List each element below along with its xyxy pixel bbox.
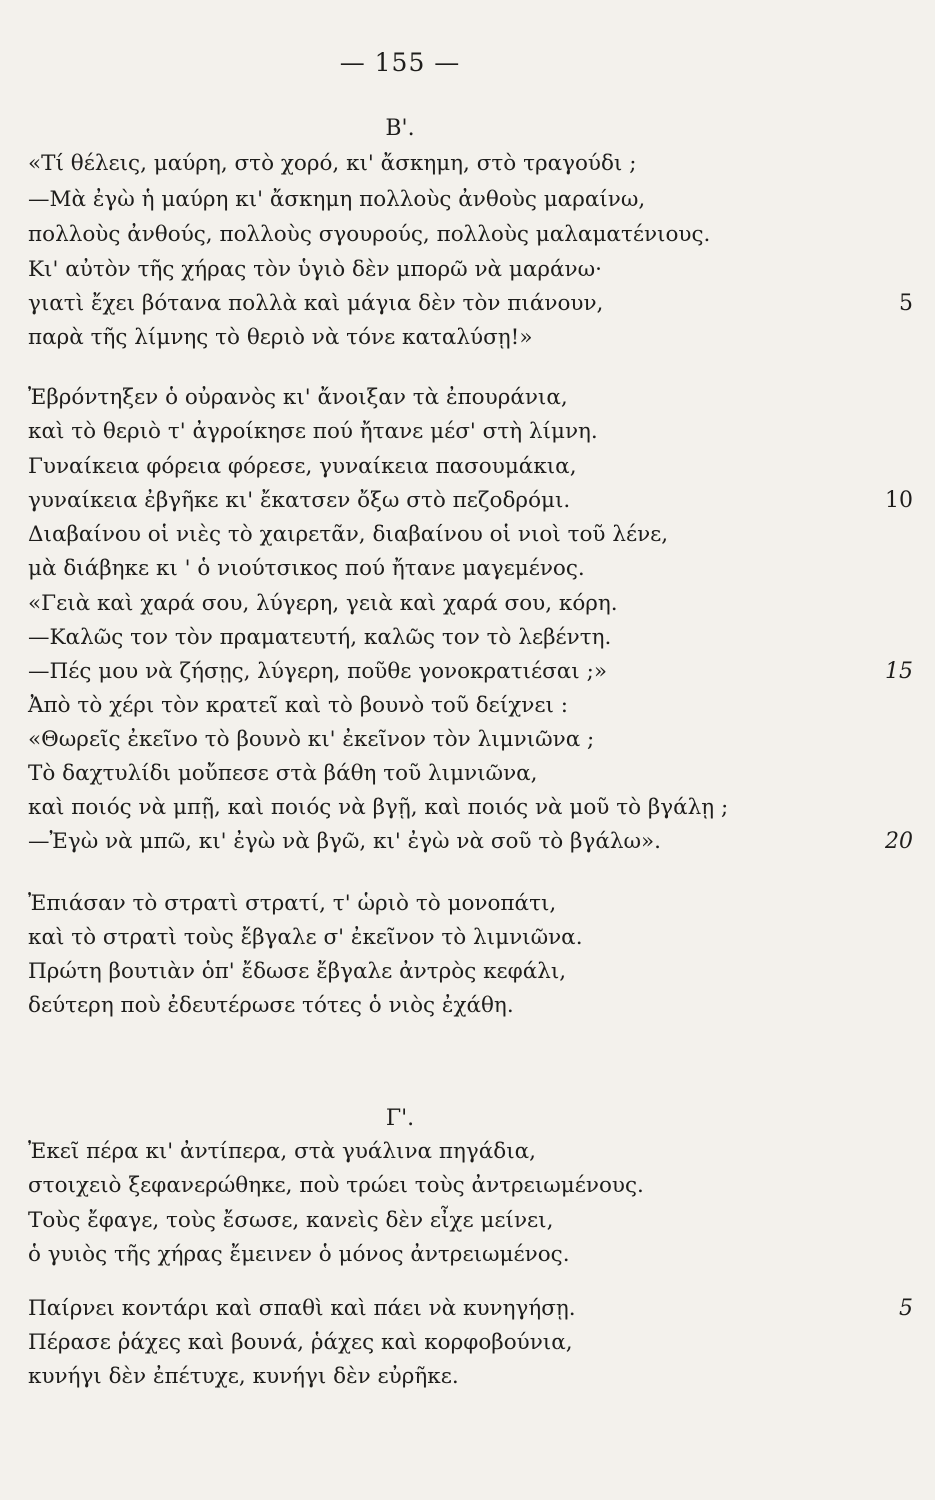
line-number: 20: [885, 829, 913, 854]
line-number: 10: [885, 488, 913, 513]
poem-line: δεύτερη ποὺ ἐδευτέρωσε τότες ὁ νιὸς ἐχάθη.: [28, 993, 514, 1018]
poem-line: ὁ γυιὸς τῆς χήρας ἔμεινεν ὁ μόνος ἀντρειωμένος.: [28, 1242, 570, 1267]
poem-line: Παίρνει κοντάρι καὶ σπαθὶ καὶ πάει νὰ κυνηγήσῃ.: [28, 1296, 576, 1321]
poem-line: μὰ διάβηκε κι ' ὁ νιούτσικος πού ἤτανε μαγεμένος.: [28, 556, 585, 581]
poem-line: Διαβαίνου οἱ νιὲς τὸ χαιρετᾶν, διαβαίνου οἱ νιοὶ τοῦ λένε,: [28, 522, 669, 547]
poem-line: Τοὺς ἔφαγε, τοὺς ἔσωσε, κανεὶς δὲν εἶχε μείνει,: [28, 1208, 554, 1233]
poem-line: Ἐκεῖ πέρα κι' ἀντίπερα, στὰ γυάλινα πηγάδια,: [28, 1139, 537, 1164]
poem-line: πολλοὺς ἀνθούς, πολλοὺς σγουρούς, πολλοὺς μαλαματένιους.: [28, 222, 711, 247]
poem-line: Ἀπὸ τὸ χέρι τὸν κρατεῖ καὶ τὸ βουνὸ τοῦ δείχνει :: [28, 693, 568, 718]
poem-line: —Μὰ ἐγὼ ἡ μαύρη κι' ἄσκημη πολλοὺς ἀνθοὺς μαραίνω,: [28, 187, 646, 212]
poem-line: —Ἐγὼ νὰ μπῶ, κι' ἐγὼ νὰ βγῶ, κι' ἐγὼ νὰ σοῦ τὸ βγάλω».: [28, 829, 661, 854]
line-number: 15: [885, 659, 913, 684]
page-number-header: — 155 —: [339, 48, 461, 77]
poem-line: «Γειὰ καὶ χαρά σου, λύγερη, γειὰ καὶ χαρά σου, κόρη.: [28, 591, 618, 616]
poem-line: καὶ τὸ στρατὶ τοὺς ἔβγαλε σ' ἐκεῖνον τὸ λιμνιῶνα.: [28, 925, 583, 950]
poem-line: καὶ τὸ θεριὸ τ' ἀγροίκησε πού ἤτανε μέσ' στὴ λίμνη.: [28, 419, 598, 444]
poem-line: —Καλῶς τον τὸν πραματευτή, καλῶς τον τὸ λεβέντη.: [28, 625, 612, 650]
poem-line: Τὸ δαχτυλίδι μοὔπεσε στὰ βάθη τοῦ λιμνιῶνα,: [28, 761, 538, 786]
poem-line: Γυναίκεια φόρεια φόρεσε, γυναίκεια πασουμάκια,: [28, 454, 577, 479]
poem-line: Ἐπιάσαν τὸ στρατὶ στρατί, τ' ὡριὸ τὸ μονοπάτι,: [28, 891, 557, 916]
line-number: 5: [899, 291, 913, 316]
poem-line: στοιχειὸ ξεφανερώθηκε, ποὺ τρώει τοὺς ἀντρειωμένους.: [28, 1173, 644, 1198]
section-title-c: Γ'.: [385, 1106, 415, 1131]
poem-line: γυναίκεια ἐβγῆκε κι' ἔκατσεν ὄξω στὸ πεζοδρόμι.: [28, 488, 571, 513]
poem-line: Κι' αὐτὸν τῆς χήρας τὸν ὑγιὸ δὲν μπορῶ νὰ μαράνω·: [28, 257, 602, 282]
poem-line: Πρώτη βουτιὰν ὁπ' ἔδωσε ἔβγαλε ἀντρὸς κεφάλι,: [28, 959, 567, 984]
section-title-b: Β'.: [385, 116, 415, 141]
poem-line: «Τί θέλεις, μαύρη, στὸ χορό, κι' ἄσκημη, στὸ τραγούδι ;: [28, 151, 637, 176]
poem-line: κυνήγι δὲν ἐπέτυχε, κυνήγι δὲν εὐρῆκε.: [28, 1364, 459, 1389]
poem-line: γιατὶ ἔχει βότανα πολλὰ καὶ μάγια δὲν τὸν πιάνουν,: [28, 291, 604, 316]
poem-line: καὶ ποιός νὰ μπῇ, καὶ ποιός νὰ βγῇ, καὶ ποιός νὰ μοῦ τὸ βγάλῃ ;: [28, 795, 729, 820]
poem-line: —Πές μου νὰ ζήσῃς, λύγερη, ποῦθε γονοκρατιέσαι ;»: [28, 659, 607, 684]
poem-line: Πέρασε ῥάχες καὶ βουνά, ῥάχες καὶ κορφοβούνια,: [28, 1330, 573, 1355]
poem-line: «Θωρεῖς ἐκεῖνο τὸ βουνὸ κι' ἐκεῖνον τὸν λιμνιῶνα ;: [28, 727, 595, 752]
poem-line: Ἐβρόντηξεν ὁ οὐρανὸς κι' ἄνοιξαν τὰ ἐπουράνια,: [28, 385, 568, 410]
poem-line: παρὰ τῆς λίμνης τὸ θεριὸ νὰ τόνε καταλύσῃ!»: [28, 325, 533, 350]
line-number: 5: [899, 1296, 913, 1321]
